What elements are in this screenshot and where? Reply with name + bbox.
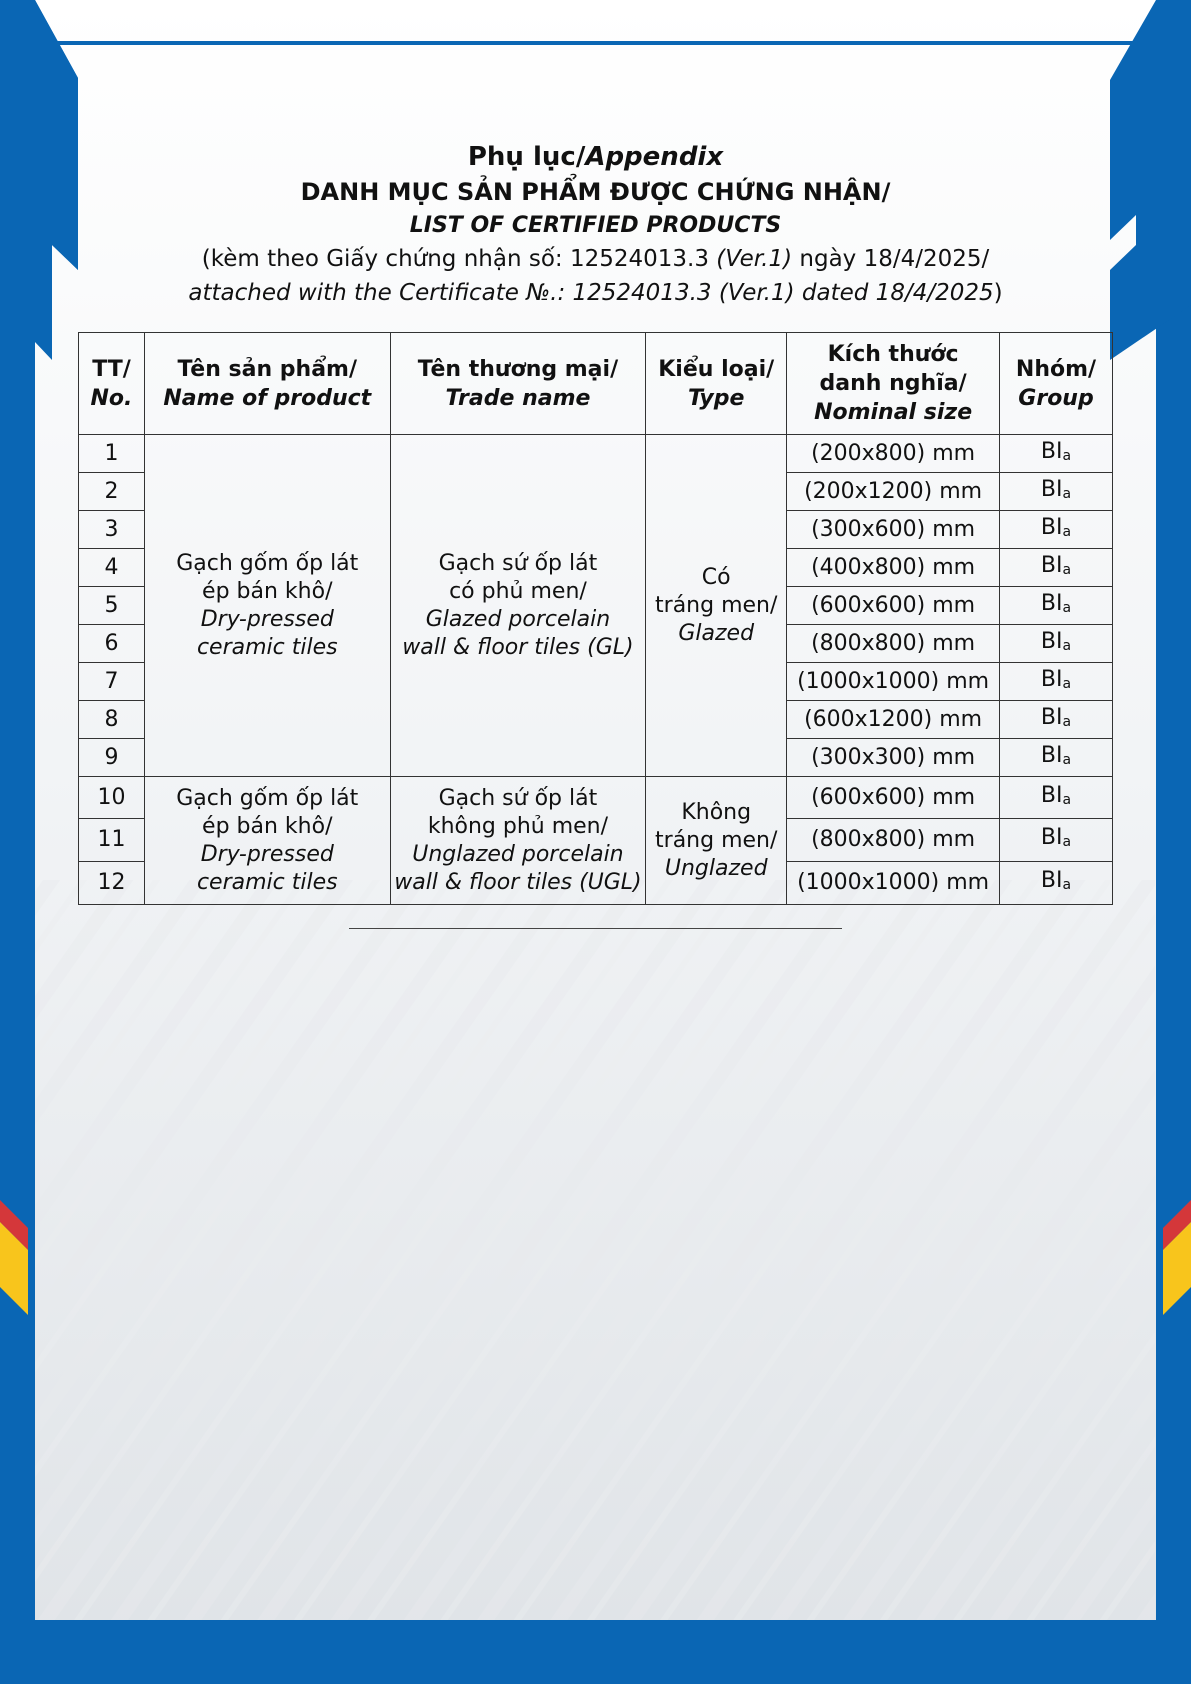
appendix-title: Phụ lục/Appendix [467, 142, 724, 172]
header-product: Tên sản phẩm/ Name of product [144, 333, 390, 435]
certified-products-table [78, 332, 1113, 905]
group-cell: $BI_a$ [1000, 473, 1113, 511]
row-no: 9 [79, 739, 145, 777]
row-no: 8 [79, 701, 145, 739]
group-cell: $BI_a$ [1000, 663, 1113, 701]
header-type: Kiểu loại/ Type [646, 333, 787, 435]
row-no: 1 [79, 435, 145, 473]
row-no: 3 [79, 511, 145, 549]
size-cell: (200x1200) mm [787, 473, 1000, 511]
size-cell: (300x300) mm [787, 739, 1000, 777]
row-no: 2 [79, 473, 145, 511]
product-name-cell: Gạch gốm ốp lát ép bán khô/ Dry-pressed ceramic tiles [144, 435, 390, 777]
size-cell: (800x800) mm [787, 819, 1000, 862]
type-cell: Có tráng men/ Glazed [646, 435, 787, 777]
size-cell: (1000x1000) mm [787, 862, 1000, 905]
header-trade-name: Tên thương mại/ Trade name [390, 333, 646, 435]
group-cell: $BI_a$ [1000, 777, 1113, 819]
size-cell: (600x600) mm [787, 777, 1000, 819]
group-cell: $BI_a$ [1000, 625, 1113, 663]
trade-name-cell: Gạch sứ ốp lát có phủ men/ Glazed porcelain wall & floor tiles (GL) [390, 435, 646, 777]
group-cell: $BI_a$ [1000, 739, 1113, 777]
end-divider [349, 928, 842, 929]
header-no: TT/ No. [79, 333, 145, 435]
group-cell: $BI_a$ [1000, 549, 1113, 587]
size-cell: (300x600) mm [787, 511, 1000, 549]
row-no: 7 [79, 663, 145, 701]
size-cell: (1000x1000) mm [787, 663, 1000, 701]
row-no: 11 [79, 819, 145, 862]
group-cell: $BI_a$ [1000, 511, 1113, 549]
list-title-vi: DANH MỤC SẢN PHẨM ĐƯỢC CHỨNG NHẬN/ [300, 178, 891, 206]
row-no: 12 [79, 862, 145, 905]
row-no: 6 [79, 625, 145, 663]
product-name-cell: Gạch gốm ốp lát ép bán khô/ Dry-pressed ceramic tiles [144, 777, 390, 905]
size-cell: (200x800) mm [787, 435, 1000, 473]
row-no: 10 [79, 777, 145, 819]
certificate-ref-en: attached with the Certificate №.: 12524013.3 (Ver.1) dated 18/4/2025) [188, 280, 1003, 306]
list-title-en: LIST OF CERTIFIED PRODUCTS [409, 213, 782, 238]
table-header-row [79, 333, 1113, 435]
frame-top-line [35, 41, 1156, 45]
row-no: 4 [79, 549, 145, 587]
group-cell: $BI_a$ [1000, 819, 1113, 862]
size-cell: (800x800) mm [787, 625, 1000, 663]
size-cell: (600x600) mm [787, 587, 1000, 625]
group-cell: $BI_a$ [1000, 587, 1113, 625]
trade-name-cell: Gạch sứ ốp lát không phủ men/ Unglazed porcelain wall & floor tiles (UGL) [390, 777, 646, 905]
table-row [79, 435, 1113, 473]
group-cell: $BI_a$ [1000, 862, 1113, 905]
appendix-heading [78, 140, 1113, 310]
header-nominal-size: Kích thước danh nghĩa/ Nominal size [787, 333, 1000, 435]
frame-bottom-bar [0, 1620, 1191, 1684]
size-cell: (600x1200) mm [787, 701, 1000, 739]
row-no: 5 [79, 587, 145, 625]
group-cell: $BI_a$ [1000, 701, 1113, 739]
type-cell: Không tráng men/ Unglazed [646, 777, 787, 905]
header-group: Nhóm/ Group [1000, 333, 1113, 435]
group-cell: $BI_a$ [1000, 435, 1113, 473]
certificate-ref-vi: (kèm theo Giấy chứng nhận số: 12524013.3 (Ver.1) ngày 18/4/2025/ [201, 246, 990, 272]
size-cell: (400x800) mm [787, 549, 1000, 587]
table-row [79, 777, 1113, 819]
